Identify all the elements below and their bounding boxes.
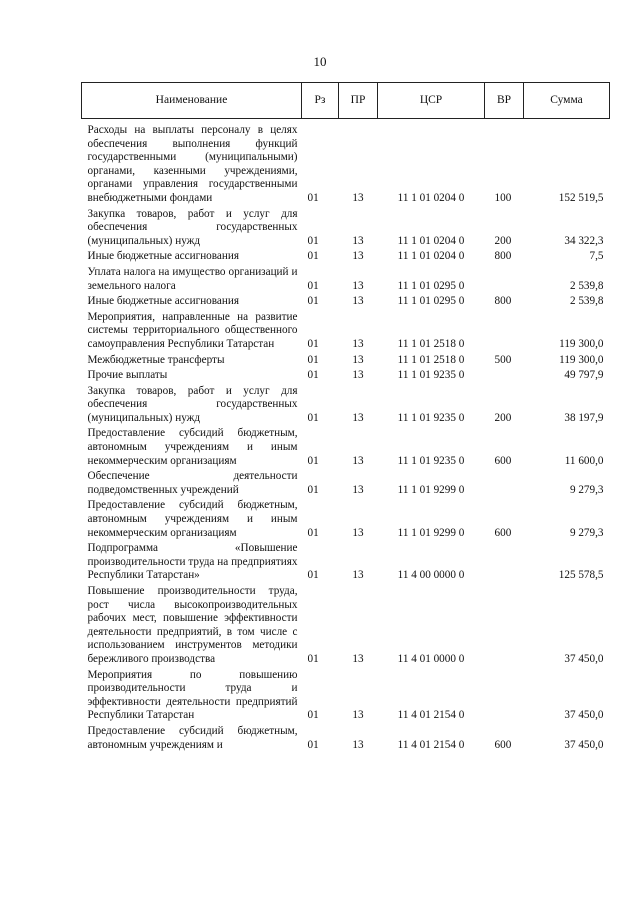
row-pr: 13 xyxy=(352,738,364,751)
table-row xyxy=(82,369,610,385)
row-csr: 11 1 01 2518 0 xyxy=(397,337,465,350)
row-pr: 13 xyxy=(352,483,364,496)
row-csr: 11 1 01 9235 0 xyxy=(397,369,465,382)
row-sum: 37 450,0 xyxy=(564,709,604,722)
row-rz: 01 xyxy=(307,353,319,366)
row-name: Уплата налога на имущество организаций и земельного налога xyxy=(87,265,298,292)
row-sum: 11 600,0 xyxy=(564,454,604,467)
row-csr: 11 1 01 0204 0 xyxy=(397,234,465,247)
row-pr: 13 xyxy=(352,454,364,467)
row-pr: 13 xyxy=(352,295,364,308)
header-rz: Рз xyxy=(302,83,339,119)
row-pr: 13 xyxy=(352,569,364,582)
row-vr: 800 xyxy=(494,295,512,308)
row-sum: 7,5 xyxy=(589,250,604,263)
row-sum: 2 539,8 xyxy=(569,295,604,308)
table-row xyxy=(82,250,610,266)
row-sum: 125 578,5 xyxy=(558,569,604,582)
row-name: Подпрограмма «Повышение производительности труда на предприятиях Республики Татарстан» xyxy=(87,542,298,582)
row-name: Иные бюджетные ассигнования xyxy=(87,250,239,263)
row-csr: 11 1 01 9235 0 xyxy=(397,411,465,424)
table-row xyxy=(82,208,610,251)
row-csr: 11 1 01 9235 0 xyxy=(397,454,465,467)
row-csr: 11 1 01 0295 0 xyxy=(397,295,465,308)
row-vr: 600 xyxy=(494,526,512,539)
table-row xyxy=(82,669,610,725)
row-sum: 9 279,3 xyxy=(569,526,604,539)
header-vr: ВР xyxy=(485,83,524,119)
row-name: Расходы на выплаты персоналу в целях обеспечения выполнения функций государственными (муниципальными) органами, казенными учреждениями, органами управления государственными внебюджетными фондами xyxy=(87,124,298,204)
row-pr: 13 xyxy=(352,709,364,722)
table-row xyxy=(82,499,610,542)
row-rz: 01 xyxy=(307,191,319,204)
table-row xyxy=(82,354,610,370)
row-csr: 11 1 01 0204 0 xyxy=(397,250,465,263)
row-csr: 11 4 01 0000 0 xyxy=(397,652,465,665)
row-csr: 11 1 01 0204 0 xyxy=(397,191,465,204)
row-sum: 119 300,0 xyxy=(559,337,604,350)
row-sum: 34 322,3 xyxy=(564,234,604,247)
row-vr: 200 xyxy=(494,411,512,424)
row-name: Мероприятия по повышению производительности труда и эффективности деятельности предприятий Республики Татарстан xyxy=(87,668,298,722)
row-csr: 11 1 01 9299 0 xyxy=(397,483,465,496)
table-row xyxy=(82,266,610,295)
row-vr xyxy=(485,669,524,725)
row-name: Обеспечение деятельности подведомственных учреждений xyxy=(87,470,298,496)
row-rz: 01 xyxy=(307,569,319,582)
row-vr xyxy=(485,470,524,499)
row-pr: 13 xyxy=(352,279,364,292)
row-rz: 01 xyxy=(307,234,319,247)
row-csr: 11 4 01 2154 0 xyxy=(397,738,465,751)
row-rz: 01 xyxy=(307,250,319,263)
table-row xyxy=(82,385,610,428)
row-vr: 600 xyxy=(494,454,512,467)
row-csr: 11 1 01 2518 0 xyxy=(397,353,465,366)
row-name: Закупка товаров, работ и услуг для обеспечения государственных (муниципальных) нужд xyxy=(87,384,298,424)
row-rz: 01 xyxy=(307,738,319,751)
row-csr: 11 4 01 2154 0 xyxy=(397,709,465,722)
row-sum: 9 279,3 xyxy=(569,483,604,496)
row-rz: 01 xyxy=(307,369,319,382)
row-vr xyxy=(485,542,524,585)
row-name: Межбюджетные трансферты xyxy=(87,353,225,366)
row-name: Предоставление субсидий бюджетным, автономным учреждениям и xyxy=(87,724,298,751)
row-vr xyxy=(485,369,524,385)
row-rz: 01 xyxy=(307,454,319,467)
row-name: Прочие выплаты xyxy=(87,369,168,382)
row-pr: 13 xyxy=(352,250,364,263)
row-name: Иные бюджетные ассигнования xyxy=(87,295,239,308)
row-sum: 119 300,0 xyxy=(559,353,604,366)
row-vr xyxy=(485,585,524,669)
row-rz: 01 xyxy=(307,295,319,308)
row-pr: 13 xyxy=(352,652,364,665)
row-name: Предоставление субсидий бюджетным, автономным учреждениям и иным некоммерческим организациям xyxy=(87,499,298,539)
table-row xyxy=(82,311,610,354)
row-sum: 152 519,5 xyxy=(558,191,604,204)
table-row xyxy=(82,542,610,585)
row-rz: 01 xyxy=(307,526,319,539)
row-rz: 01 xyxy=(307,652,319,665)
row-pr: 13 xyxy=(352,337,364,350)
header-csr: ЦСР xyxy=(378,83,485,119)
header-sum: Сумма xyxy=(524,83,610,119)
row-csr: 11 1 01 9299 0 xyxy=(397,526,465,539)
header-pr: ПР xyxy=(339,83,378,119)
row-vr xyxy=(485,266,524,295)
table-header-row xyxy=(82,83,610,119)
row-pr: 13 xyxy=(352,234,364,247)
row-rz: 01 xyxy=(307,483,319,496)
row-vr: 200 xyxy=(494,234,512,247)
row-sum: 49 797,9 xyxy=(564,369,604,382)
row-sum: 2 539,8 xyxy=(569,279,604,292)
row-rz: 01 xyxy=(307,709,319,722)
budget-table xyxy=(81,82,610,754)
table-row xyxy=(82,427,610,470)
table-row xyxy=(82,725,610,754)
row-rz: 01 xyxy=(307,279,319,292)
row-pr: 13 xyxy=(352,353,364,366)
page-number: 10 xyxy=(313,54,327,69)
row-rz: 01 xyxy=(307,337,319,350)
row-sum: 37 450,0 xyxy=(564,738,604,751)
row-name: Мероприятия, направленные на развитие системы территориального общественного самоуправления Республики Татарстан xyxy=(87,310,298,350)
row-vr: 600 xyxy=(494,738,512,751)
row-vr xyxy=(485,311,524,354)
row-name: Предоставление субсидий бюджетным, автономным учреждениям и иным некоммерческим организациям xyxy=(87,427,298,467)
row-vr: 100 xyxy=(494,191,512,204)
row-rz: 01 xyxy=(307,411,319,424)
row-name: Закупка товаров, работ и услуг для обеспечения государственных (муниципальных) нужд xyxy=(87,207,298,247)
table-row xyxy=(82,119,610,208)
row-pr: 13 xyxy=(352,411,364,424)
row-sum: 37 450,0 xyxy=(564,652,604,665)
row-csr: 11 4 00 0000 0 xyxy=(397,569,465,582)
row-name: Повышение производительности труда, рост числа высокопроизводительных рабочих мест, повышение эффективности деятельности предприятий, в том числе с использованием инструментов методики бережливого производства xyxy=(87,585,298,665)
table-row xyxy=(82,470,610,499)
row-pr: 13 xyxy=(352,191,364,204)
header-name: Наименование xyxy=(82,83,302,119)
row-sum: 38 197,9 xyxy=(564,411,604,424)
table-row xyxy=(82,585,610,669)
row-pr: 13 xyxy=(352,369,364,382)
row-pr: 13 xyxy=(352,526,364,539)
row-vr: 800 xyxy=(494,250,512,263)
table-row xyxy=(82,295,610,311)
row-vr: 500 xyxy=(494,353,512,366)
row-csr: 11 1 01 0295 0 xyxy=(397,279,465,292)
